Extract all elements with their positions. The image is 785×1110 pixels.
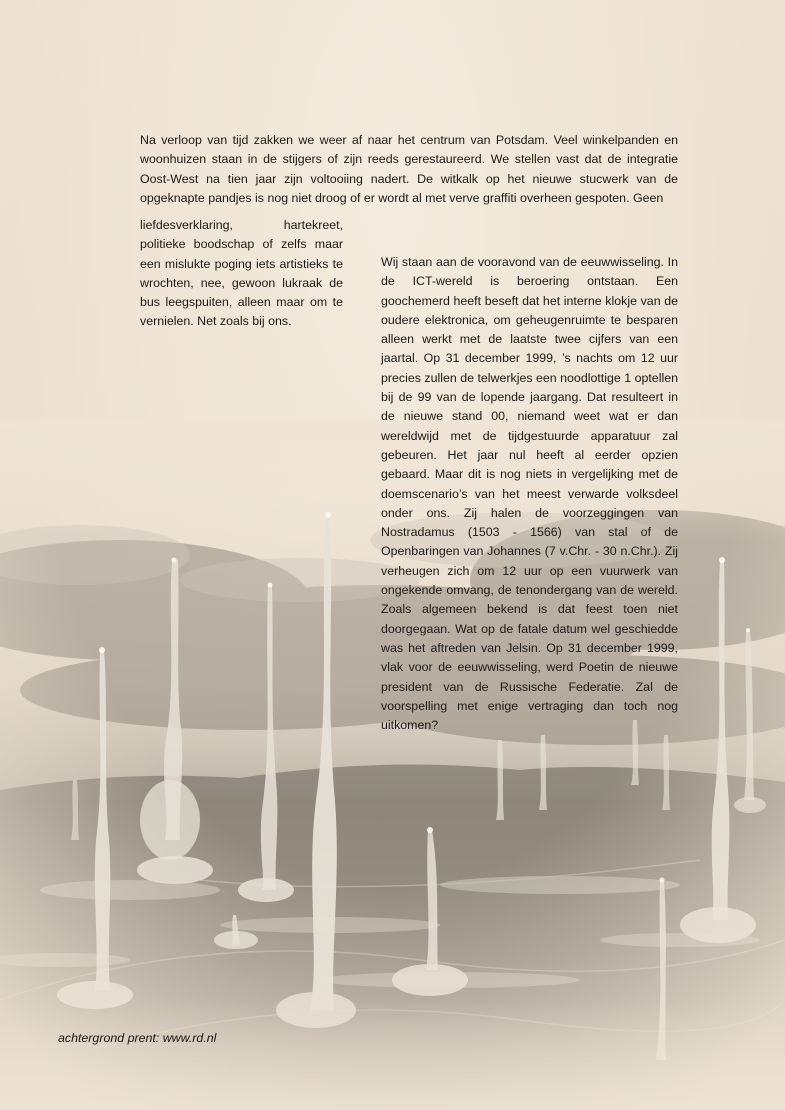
right-column [381,253,678,735]
intro-paragraph [140,131,678,208]
intro-text: Na verloop van tijd zakken we weer af naar het centrum van Potsdam. Veel winkelpanden en woonhuizen staan in de stijgers of zijn reeds gerestaureerd. We stellen vast dat de integratie Oost-West na tien jaar zijn voltooiing nadert. De witkalk op het nieuwe stucwerk van de opgeknapte pandjes is nog niet droog of er wordt al met verve graffiti overheen gespoten. Geen [140,133,678,205]
left-column [140,216,343,332]
image-credit-caption: achtergrond prent: www.rd.nl [58,1031,217,1045]
right-column-text: Wij staan aan de vooravond van de eeuwwisseling. In de ICT-wereld is beroering ontstaan. Een goochemerd heeft beseft dat het interne klokje van de oudere elektronica, om geheugenruimte te besparen alleen werkt met de laatste twee cijfers van een jaartal. Op 31 december 1999, ’s nachts om 12 uur precies zullen de telwerkjes een noodlottige 1 optellen bij de 99 van de lopende jaargang. Dat resulteert in de nieuwe stand 00, niemand weet wat er dan wereldwijd met de tijdgestuurde apparatuur zal gebeuren. Het jaar nul heeft al eerder opzien gebaard. Maar dit is nog niets in vergelijking met de doemscenario’s van het meest verwarde volksdeel onder ons. Zij halen de voorzeggingen van Nostradamus (1503 - 1566) van stal of de Openbaringen van Johannes (7 v.Chr. - 30 n.Chr.). Zij verheugen zich om 12 uur op een vuurwerk van ongekende omvang, de tenondergang van de wereld. Zoals algemeen bekend is dat feest toen niet doorgegaan. Wat op de fatale datum wel geschiedde was het aftreden van Jelsin. Op 31 december 1999, vlak voor de eeuwwisseling, werd Poetin de nieuwe president van de Russische Federatie. Zal de voorspelling met enige vertraging dan toch nog uitkomen? [381,255,678,733]
left-column-text: liefdesverklaring, hartekreet, politieke boodschap of zelfs maar een mislukte poging iets artistieks te wrochten, nee, gewoon lukraak de bus leegspuiten, alleen maar om te vernielen. Net zoals bij ons. [140,218,343,329]
